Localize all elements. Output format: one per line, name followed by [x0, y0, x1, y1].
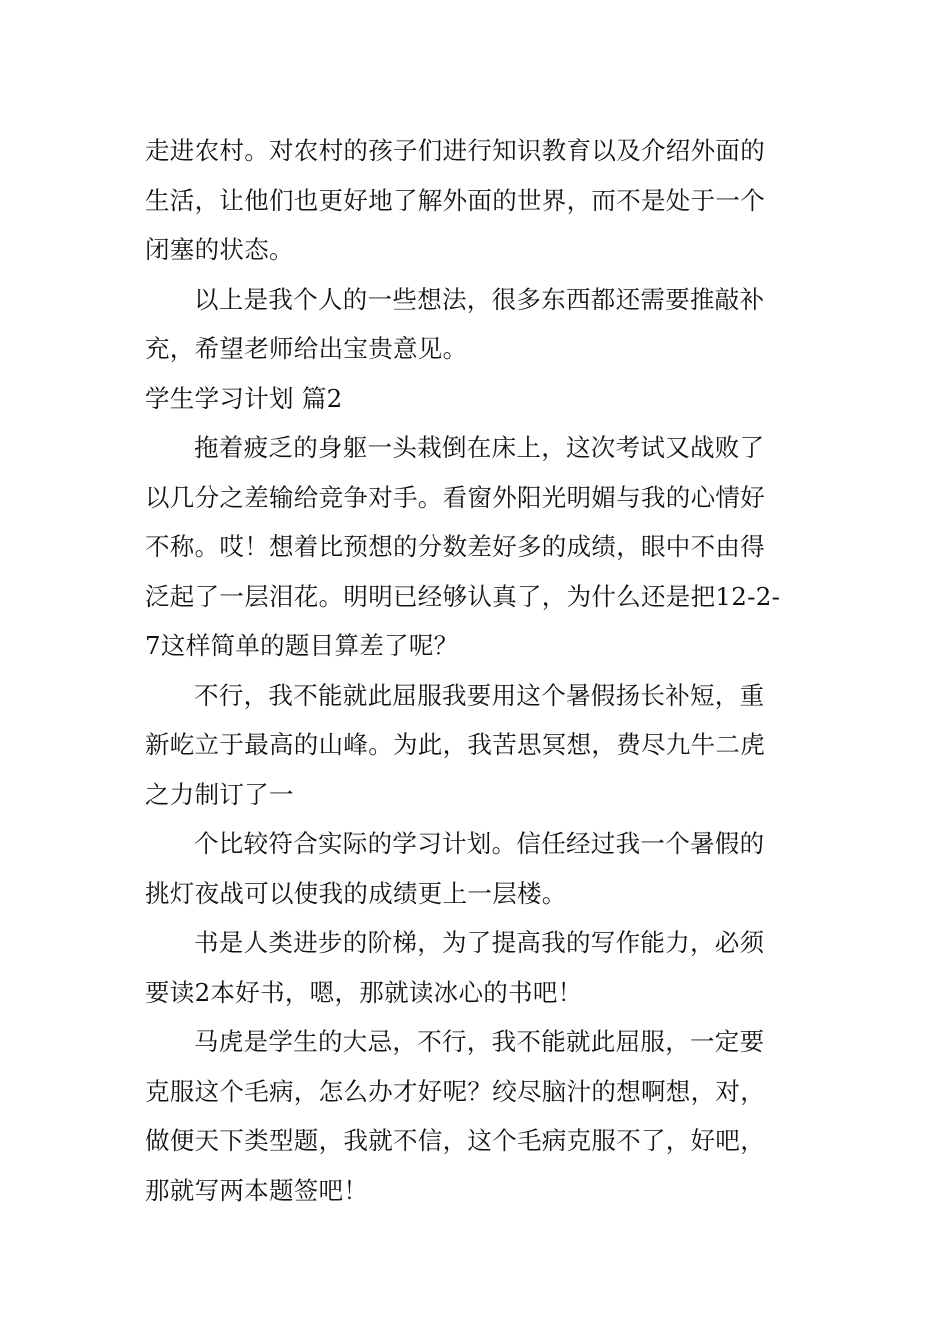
paragraph-2	[145, 275, 807, 374]
paragraph-4	[145, 671, 807, 820]
text-line: 以上是我个人的一些想法，很多东西都还需要推敲补	[194, 284, 765, 314]
paragraph-5	[145, 819, 807, 918]
paragraph-1	[145, 126, 807, 275]
paragraph-3	[145, 423, 807, 671]
document-page	[145, 126, 807, 1215]
text-line: 要读2本好书，嗯，那就读冰心的书吧！	[145, 977, 583, 1007]
text-line: 不称。哎！想着比预想的分数差好多的成绩，眼中不由得	[145, 532, 765, 561]
text-line: 做便天下类型题，我就不信，这个毛病克服不了，好吧，	[145, 1126, 765, 1155]
text-line: 克服这个毛病，怎么办才好呢？绞尽脑汁的想啊想，对，	[145, 1076, 765, 1106]
text-line: 拖着疲乏的身躯一头栽倒在床上，这次考试又战败了	[194, 433, 765, 462]
text-line: 充，希望老师给出宝贵意见。	[145, 334, 468, 363]
text-line: 挑灯夜战可以使我的成绩更上一层楼。	[145, 878, 567, 908]
text-line: 泛起了一层泪花。明明已经够认真了，为什么还是把12-2-	[145, 581, 781, 611]
text-line: 以几分之差输给竞争对手。看窗外阳光明媚与我的心情好	[145, 482, 765, 512]
text-line: 闭塞的状态。	[145, 235, 294, 264]
text-line: 马虎是学生的大忌，不行，我不能就此屈服，一定要	[194, 1027, 765, 1056]
text-line: 生活，让他们也更好地了解外面的世界，而不是处于一个	[145, 185, 765, 215]
text-line: 书是人类进步的阶梯，为了提高我的写作能力，必须	[194, 928, 765, 957]
text-line: 7这样简单的题目算差了呢？	[145, 631, 459, 660]
text-line: 新屹立于最高的山峰。为此，我苦思冥想，费尽九牛二虎	[145, 730, 765, 759]
text-line: 不行，我不能就此屈服我要用这个暑假扬长补短，重	[194, 680, 765, 710]
section-heading: 学生学习计划 篇2	[145, 383, 343, 413]
text-line: 走进农村。对农村的孩子们进行知识教育以及介绍外面的	[145, 136, 765, 165]
text-line: 那就写两本题签吧！	[145, 1175, 369, 1205]
text-line: 之力制订了一	[145, 779, 294, 809]
text-line: 个比较符合实际的学习计划。信任经过我一个暑假的	[194, 829, 765, 858]
paragraph-6	[145, 918, 807, 1017]
paragraph-7	[145, 1017, 807, 1215]
